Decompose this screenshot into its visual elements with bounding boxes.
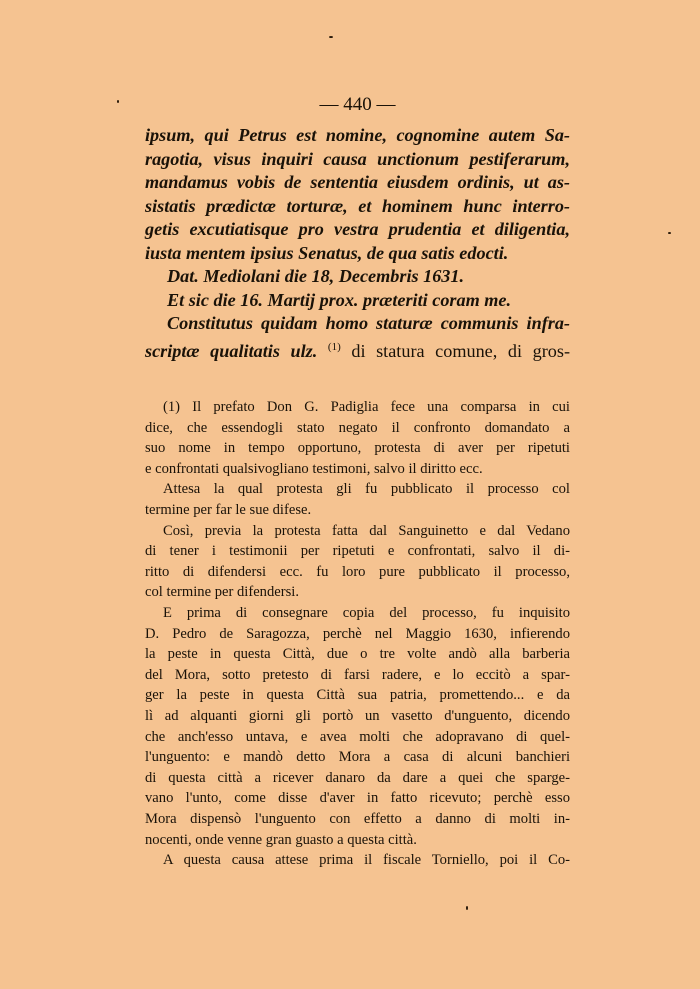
footnote-line: del Mora, sotto pretesto di farsi radere, e lo eccitò a spar- <box>145 666 570 683</box>
footnote-line: termine per far le sue difese. <box>145 502 312 519</box>
paper-speck <box>117 100 119 103</box>
footnote-line: Attesa la qual protesta gli fu pubblicato il processo col <box>163 481 570 498</box>
footnote-line: di questa città a ricever danaro da dare a quei che sparge- <box>145 769 570 786</box>
main-line: ipsum, qui Petrus est nomine, cognomine autem Sa- <box>145 125 570 145</box>
main-text <box>145 124 570 363</box>
footnote-line: la peste in questa Città, due o tre volte andò alla barberia <box>145 646 570 663</box>
footnote-line: dice, che essendogli stato negato il confronto domandato a <box>145 419 570 436</box>
footnote-line: di tener i testimonii per ripetuti e confrontati, salvo il di- <box>145 543 570 560</box>
footnote-line: ritto di difendersi ecc. fu loro pure pubblicato il processo, <box>145 563 570 580</box>
paper-speck <box>668 232 671 234</box>
main-line: mandamus vobis de sententia eiusdem ordinis, ut as- <box>145 172 570 192</box>
footnote-line: nocenti, onde venne gran guasto a questa città. <box>145 831 417 848</box>
footnote-line: Mora dispensò l'unguento con effetto a danno di molti in- <box>145 810 570 827</box>
footnote-line: D. Pedro de Saragozza, perchè nel Maggio 1630, infierendo <box>145 625 570 642</box>
page-number: — 440 — <box>319 94 396 115</box>
main-line: Constitutus quidam homo staturæ communis infra- <box>167 313 570 333</box>
footnote-line: suo nome in tempo opportuno, protesta di aver per ripetuti <box>145 440 570 457</box>
footnote-line: vano l'unto, come disse d'aver in fatto ricevuto; perchè esso <box>145 790 570 807</box>
footnote-line: col termine per difendersi. <box>145 584 299 601</box>
footnote-line: E prima di consegnare copia del processo, fu inquisito <box>163 605 570 621</box>
main-line: Et sic die 16. Martij prox. præteriti coram me. <box>167 289 512 310</box>
main-line: Dat. Mediolani die 18, Decembris 1631. <box>167 266 465 286</box>
footnote-line: (1) Il prefato Don G. Padiglia fece una comparsa in cui <box>163 399 570 416</box>
footnote-line: l'unguento: e mandò detto Mora a casa di alcuni banchieri <box>145 749 570 766</box>
footnote-line: che anch'esso untava, e avea molti che adopravano di quel- <box>145 728 570 745</box>
main-line-italic: scriptæ qualitatis ulz. <box>145 340 318 361</box>
footnote-line: e confrontati qualsivogliano testimoni, salvo il diritto ecc. <box>145 460 483 477</box>
book-page <box>145 94 570 871</box>
main-line-mixed <box>145 336 570 364</box>
main-line: sistatis prædictæ torturæ, et hominem hunc interro- <box>145 195 570 216</box>
footnote-line: A questa causa attese prima il fiscale Torniello, poi il Co- <box>163 852 570 869</box>
main-line: getis excutiatisque pro vestra prudentia et diligentia, <box>145 219 570 239</box>
main-line-roman: di statura comune, di gros- <box>351 340 571 361</box>
footnote-line: Così, previa la protesta fatta dal Sanguinetto e dal Vedano <box>163 522 570 539</box>
paper-speck <box>329 36 333 38</box>
main-line: ragotia, visus inquiri causa unctionum pestiferarum, <box>145 148 570 169</box>
footnotes <box>145 397 570 871</box>
footnote-marker: (1) <box>327 340 341 353</box>
main-line: iusta mentem ipsius Senatus, de qua satis edocti. <box>145 242 509 263</box>
paper-speck <box>466 906 468 910</box>
footnote-line: ger la peste in questa Città sua patria, promettendo... e da <box>145 687 570 704</box>
footnote-line: lì ad alquanti giorni gli portò un vasetto d'unguento, dicendo <box>145 707 570 724</box>
